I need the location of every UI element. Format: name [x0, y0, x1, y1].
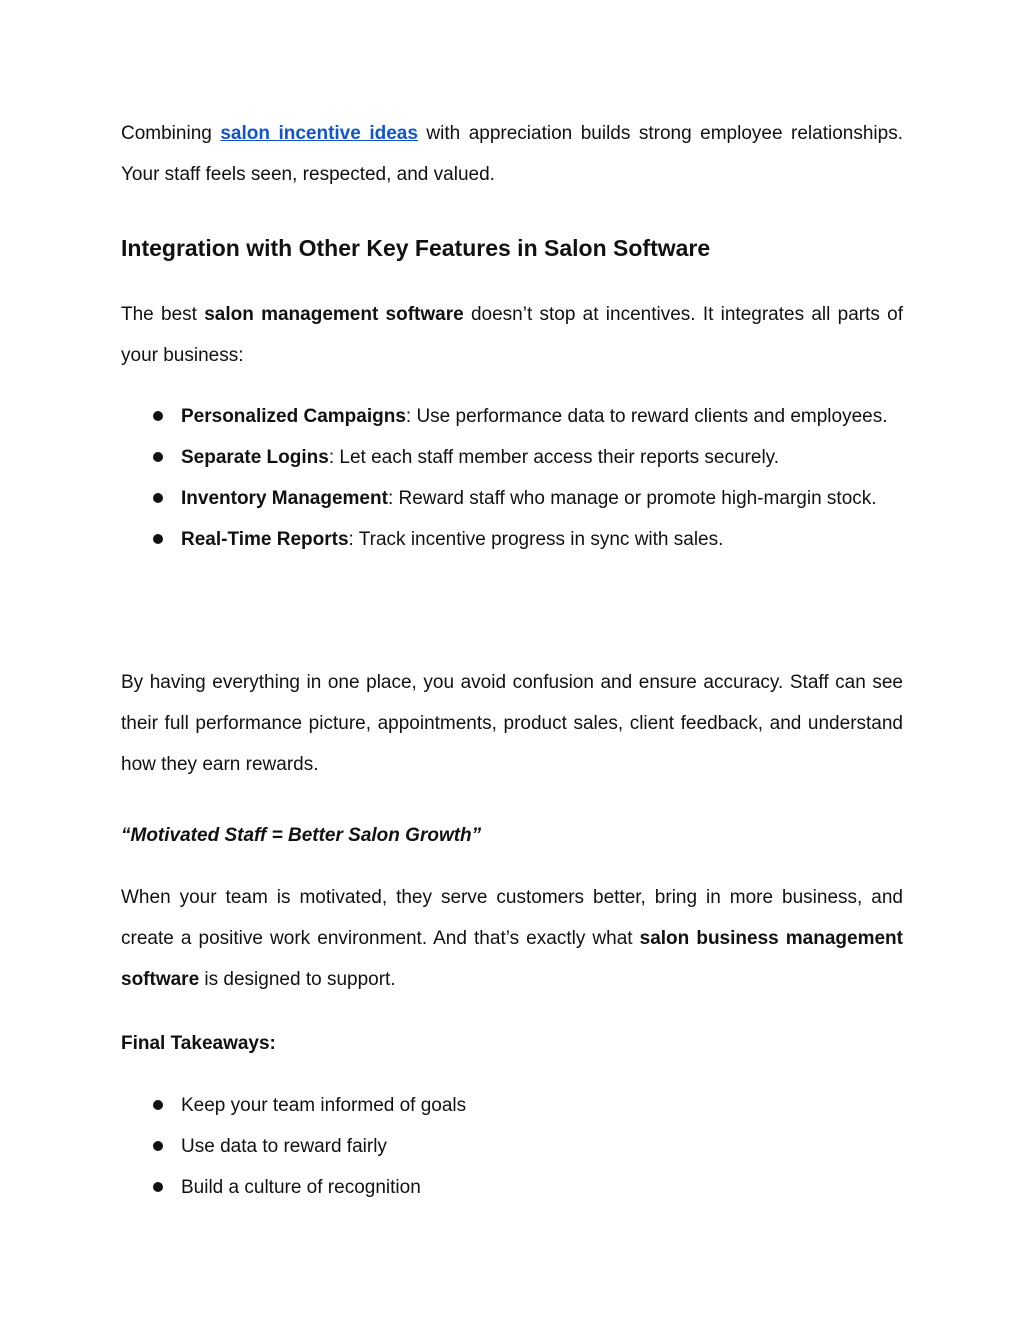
section-heading: Integration with Other Key Features in Salon Software	[121, 235, 711, 261]
motivation-paragraph	[121, 877, 903, 1000]
intro-rest: with appreciation builds strong employee relationships. Your staff feels seen, respected, and valued.	[121, 123, 903, 185]
list-item	[121, 1126, 903, 1167]
list-item	[121, 1085, 903, 1126]
takeaways-heading: Final Takeaways:	[121, 1033, 276, 1054]
feature-title: Real-Time Reports	[181, 529, 349, 550]
feature-text: : Reward staff who manage or promote high-margin stock.	[387, 488, 877, 509]
features-list	[121, 396, 903, 560]
bullet-icon	[153, 1182, 163, 1192]
takeaway-text: Keep your team informed of goals	[181, 1095, 467, 1116]
motivation-rest: is designed to support.	[199, 969, 396, 990]
intro-paragraph	[121, 113, 903, 195]
list-item	[121, 519, 903, 560]
feature-title: Personalized Campaigns	[181, 406, 406, 427]
integration-bold: salon management software	[204, 304, 464, 325]
feature-title: Inventory Management	[181, 488, 388, 509]
motivation-bold: salon business management software	[121, 928, 903, 990]
integration-lead: The best	[121, 304, 205, 325]
bullet-icon	[153, 493, 163, 503]
list-item	[121, 1167, 903, 1208]
intro-lead: Combining	[121, 123, 221, 144]
bullet-icon	[153, 411, 163, 421]
salon-incentive-ideas-link[interactable]: salon incentive ideas	[220, 123, 418, 144]
feature-text: : Let each staff member access their reports securely.	[328, 447, 780, 468]
feature-text: : Track incentive progress in sync with sales.	[348, 529, 724, 550]
takeaway-text: Build a culture of recognition	[181, 1177, 421, 1198]
bullet-icon	[153, 534, 163, 544]
motivation-lead: When your team is motivated, they serve customers better, bring in more business, and create a positive work environment. And that’s exactly what	[121, 887, 903, 949]
feature-title: Separate Logins	[181, 447, 329, 468]
bullet-icon	[153, 1100, 163, 1110]
list-item	[121, 478, 903, 519]
quote-line: “Motivated Staff = Better Salon Growth”	[121, 825, 482, 846]
list-item	[121, 396, 903, 437]
summary-paragraph: By having everything in one place, you avoid confusion and ensure accuracy. Staff can see their full performance picture, appointments, product sales, client feedback, and understand how they earn rewards.	[121, 672, 903, 775]
list-item	[121, 437, 903, 478]
takeaway-text: Use data to reward fairly	[181, 1136, 387, 1157]
feature-text: : Use performance data to reward clients and employees.	[405, 406, 888, 427]
bullet-icon	[153, 452, 163, 462]
takeaways-list	[121, 1085, 903, 1208]
bullet-icon	[153, 1141, 163, 1151]
integration-paragraph	[121, 294, 903, 376]
integration-rest: doesn’t stop at incentives. It integrates all parts of your business:	[121, 304, 903, 366]
